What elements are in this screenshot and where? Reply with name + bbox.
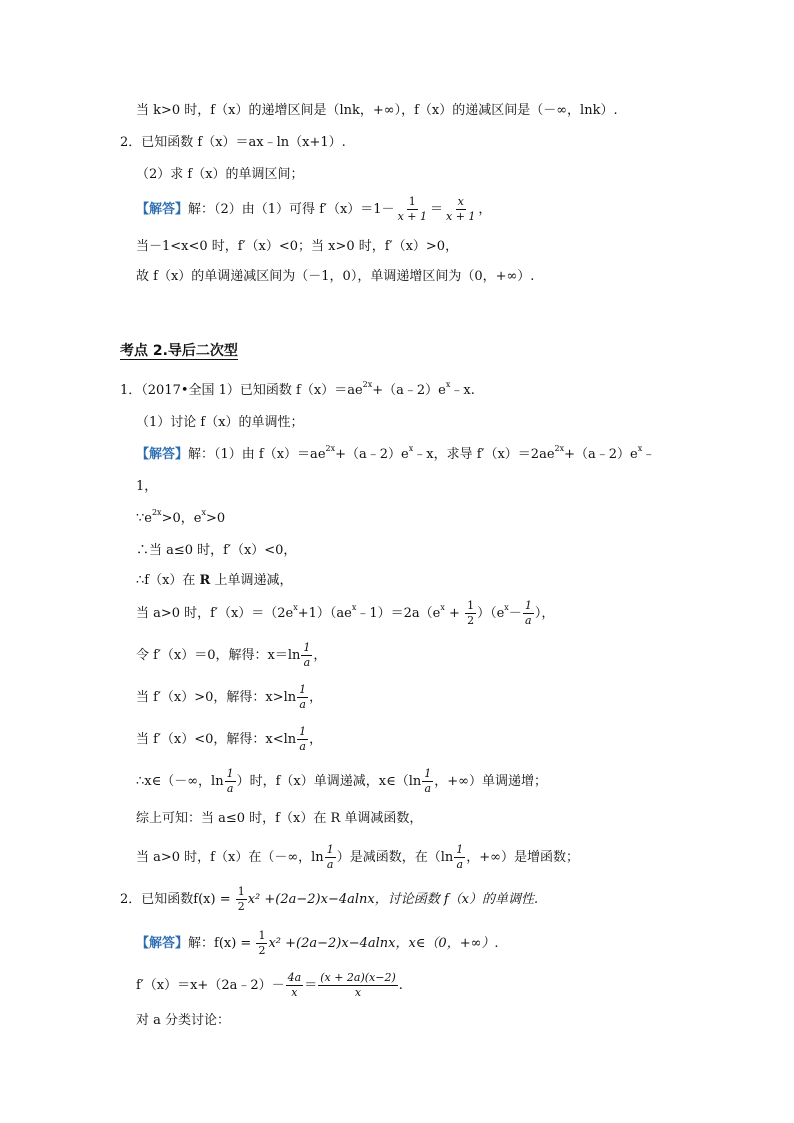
text-segment: +1）（ae bbox=[297, 606, 352, 621]
text-line-content: ∴当 a≤0 时，f′（x）<0， bbox=[136, 543, 297, 558]
text-line bbox=[136, 104, 618, 117]
text-segment: +（a﹣2）e bbox=[564, 447, 638, 462]
text-line bbox=[136, 600, 554, 627]
text-line-content: 当 k>0 时，f（x）的递增区间是（lnk，+∞），f（x）的递减区间是（－∞，lnk）. bbox=[136, 103, 618, 118]
text-line bbox=[136, 812, 422, 825]
fraction bbox=[444, 196, 477, 223]
text-segment: 2．已知函数f(x) = bbox=[120, 892, 235, 907]
denominator: a bbox=[299, 698, 306, 711]
text-line bbox=[136, 1014, 230, 1027]
text-segment: 当 a>0 时，f（x）在（－∞，ln bbox=[136, 850, 324, 865]
text-line-content: 2．已知函数 f（x）＝ax﹣ln（x+1）. bbox=[120, 135, 346, 150]
denominator: a bbox=[226, 782, 234, 795]
text-line bbox=[136, 726, 322, 753]
text-segment: ＝ bbox=[429, 202, 443, 217]
fraction bbox=[297, 726, 308, 753]
numerator: 1 bbox=[299, 683, 307, 696]
text-segment: 解：f(x) = bbox=[188, 936, 256, 951]
text-segment: ，+∞）单调递增； bbox=[434, 774, 547, 789]
text-segment: ∴f（x）在 bbox=[136, 573, 200, 588]
fraction bbox=[236, 886, 247, 913]
text-segment: 令 f′（x）＝0，解得：x＝ln bbox=[136, 648, 301, 663]
text-segment: ﹣1）＝2a（e bbox=[356, 606, 441, 621]
fraction bbox=[454, 844, 465, 871]
denominator: a bbox=[456, 858, 463, 871]
text-segment: +（a﹣2）e bbox=[372, 383, 446, 398]
text-segment: ， bbox=[313, 648, 327, 663]
text-segment: . bbox=[398, 978, 403, 993]
superscript: x bbox=[504, 602, 509, 612]
text-line bbox=[136, 480, 157, 493]
text-segment: ， bbox=[478, 202, 492, 217]
fraction bbox=[523, 600, 534, 627]
denominator: x + 1 bbox=[397, 210, 427, 223]
text-line bbox=[136, 844, 579, 871]
text-segment: >0，e bbox=[161, 511, 202, 526]
text-segment: 当 f′（x）<0，解得：x<ln bbox=[136, 732, 297, 747]
text-segment: x² +(2a−2)x−4alnx，讨论函数 f（x）的单调性. bbox=[247, 892, 539, 907]
text-segment: 当 f′（x）>0，解得：x>ln bbox=[136, 690, 297, 705]
numerator: (x + 2a)(x−2) bbox=[320, 971, 396, 984]
text-segment: ，+∞）是增函数； bbox=[466, 850, 579, 865]
fraction bbox=[465, 600, 476, 627]
text-line bbox=[136, 544, 296, 557]
text-segment: － bbox=[508, 606, 522, 621]
text-segment: ﹣x，求导 f′（x）＝2ae bbox=[413, 447, 555, 462]
text-line-content: （2）求 f（x）的单调区间； bbox=[136, 167, 304, 182]
superscript: 2x bbox=[325, 443, 336, 453]
numerator: 1 bbox=[408, 195, 416, 208]
text-segment: 解：（2）由（1）可得 f′（x）＝1－ bbox=[188, 202, 395, 217]
text-segment: + bbox=[444, 606, 465, 621]
denominator: 2 bbox=[258, 944, 266, 957]
text-segment: 当 a>0 时，f′（x）＝（2e bbox=[136, 606, 294, 621]
denominator: 2 bbox=[467, 614, 475, 627]
text-line bbox=[136, 768, 547, 795]
answer-line bbox=[136, 930, 499, 957]
text-line-content: 故 f（x）的单调递减区间为（－1，0），单调递增区间为（0，+∞）. bbox=[136, 269, 535, 284]
fraction bbox=[396, 196, 429, 223]
text-segment: ﹣x. bbox=[450, 383, 475, 398]
section-title: 考点 2.导后二次型 bbox=[120, 343, 238, 359]
text-line-content: （1）讨论 f（x）的单调性； bbox=[136, 415, 304, 430]
text-segment: R bbox=[199, 573, 211, 588]
text-line bbox=[136, 972, 403, 999]
denominator: a bbox=[303, 656, 311, 669]
text-segment: 解：（1）由 f（x）＝ae bbox=[188, 447, 326, 462]
superscript: x bbox=[293, 602, 298, 612]
text-segment: 1．（2017•全国 1）已知函数 f（x）＝ae bbox=[120, 383, 363, 398]
text-segment: ﹣ bbox=[642, 447, 656, 462]
text-line bbox=[136, 507, 226, 526]
superscript: x bbox=[408, 443, 414, 453]
superscript: 2x bbox=[362, 379, 373, 389]
text-segment: ∴x∈（－∞，ln bbox=[136, 774, 224, 789]
fraction bbox=[286, 972, 304, 999]
numerator: 1 bbox=[258, 929, 266, 942]
text-line-content: 综上可知：当 a≤0 时，f（x）在 R 单调减函数， bbox=[136, 811, 423, 826]
numerator: 1 bbox=[326, 843, 334, 856]
fraction bbox=[318, 972, 398, 999]
text-line bbox=[136, 684, 322, 711]
denominator: 2 bbox=[237, 900, 245, 913]
text-segment: +（a﹣2）e bbox=[335, 447, 409, 462]
denominator: x + 1 bbox=[446, 210, 476, 223]
fraction bbox=[325, 844, 336, 871]
text-segment: ， bbox=[309, 690, 323, 705]
problem-statement bbox=[120, 886, 538, 913]
text-segment: ＝ bbox=[304, 978, 318, 993]
numerator: 1 bbox=[303, 641, 311, 654]
denominator: a bbox=[424, 782, 432, 795]
fraction bbox=[297, 684, 308, 711]
numerator: 1 bbox=[237, 885, 245, 898]
text-segment: ， bbox=[309, 732, 323, 747]
text-line-content: 1， bbox=[136, 479, 158, 494]
text-segment: >0 bbox=[205, 511, 226, 526]
answer-line bbox=[136, 196, 491, 223]
numerator: 1 bbox=[226, 767, 234, 780]
denominator: a bbox=[525, 614, 532, 627]
text-line-content: 对 a 分类讨论： bbox=[136, 1013, 231, 1028]
text-segment: ∵e bbox=[136, 511, 152, 526]
text-line bbox=[136, 240, 458, 253]
superscript: x bbox=[201, 507, 206, 517]
denominator: x bbox=[354, 986, 362, 999]
fraction bbox=[422, 768, 433, 795]
text-line-content: 当－1<x<0 时，f′（x）<0；当 x>0 时，f′（x）>0， bbox=[136, 239, 459, 254]
numerator: x bbox=[457, 195, 464, 208]
problem-statement bbox=[120, 136, 346, 149]
superscript: x bbox=[445, 379, 451, 389]
text-line bbox=[136, 574, 293, 587]
problem-statement bbox=[120, 379, 475, 398]
numerator: 1 bbox=[524, 599, 532, 612]
text-segment: 上单调递减， bbox=[210, 573, 293, 588]
superscript: 2x bbox=[151, 507, 162, 517]
denominator: a bbox=[326, 858, 334, 871]
numerator: 1 bbox=[299, 725, 307, 738]
numerator: 1 bbox=[467, 599, 475, 612]
text-line bbox=[136, 270, 534, 283]
question-part bbox=[136, 168, 304, 181]
question-part bbox=[136, 416, 304, 429]
superscript: x bbox=[351, 602, 357, 612]
fraction bbox=[256, 930, 267, 957]
denominator: x bbox=[291, 986, 298, 999]
text-line bbox=[136, 642, 326, 669]
text-segment: x² +(2a−2)x−4alnx，x∈（0，+∞）. bbox=[268, 936, 499, 951]
text-segment: ）时，f（x）单调递减，x∈（ln bbox=[236, 774, 422, 789]
denominator: a bbox=[299, 740, 306, 753]
text-segment: ）， bbox=[534, 606, 555, 621]
fraction bbox=[225, 768, 236, 795]
superscript: x bbox=[637, 443, 643, 453]
answer-label: 【解答】 bbox=[136, 936, 189, 951]
numerator: 4a bbox=[287, 971, 302, 984]
text-segment: f′（x）＝x+（2a﹣2）－ bbox=[136, 978, 285, 993]
answer-label: 【解答】 bbox=[136, 447, 189, 462]
fraction bbox=[301, 642, 312, 669]
superscript: 2x bbox=[554, 443, 565, 453]
text-segment: ）是减函数，在（ln bbox=[336, 850, 454, 865]
text-segment: ）（e bbox=[477, 606, 505, 621]
answer-line bbox=[136, 443, 656, 462]
numerator: 1 bbox=[456, 843, 464, 856]
superscript: x bbox=[440, 602, 445, 612]
numerator: 1 bbox=[424, 767, 432, 780]
answer-label: 【解答】 bbox=[136, 202, 189, 217]
